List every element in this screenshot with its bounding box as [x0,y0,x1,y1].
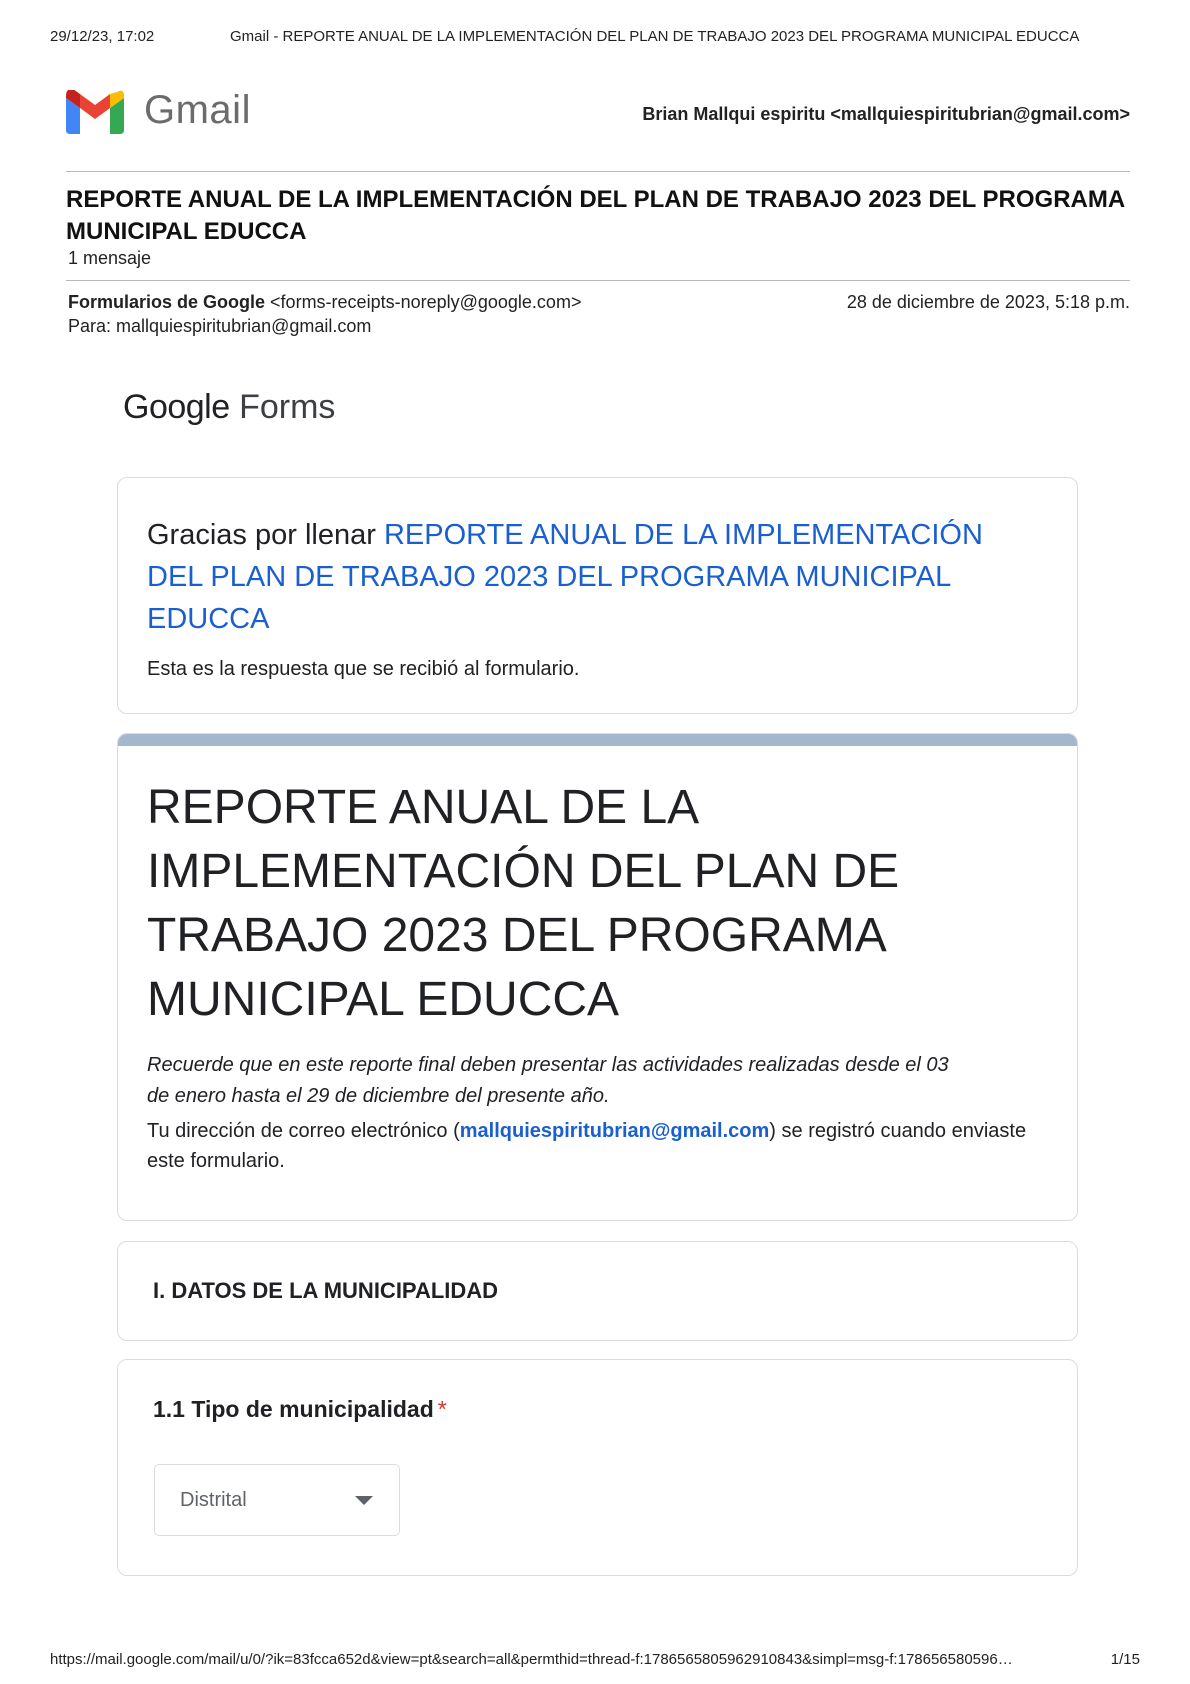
google-wordmark: Google [123,388,230,426]
account-label: Brian Mallqui espiritu <mallquiespiritubrian@gmail.com> [642,104,1130,124]
section-card [117,1241,1078,1341]
sender-name: Formularios de Google [68,292,266,312]
print-footer [50,1651,1140,1671]
email-note-suffix: ) se registró cuando enviaste este formulario. [147,1120,1027,1172]
response-note: Esta es la respuesta que se recibió al formulario. [147,658,580,680]
message-count: 1 mensaje [68,248,152,268]
gmail-logo [66,86,256,140]
thanks-card [117,477,1078,714]
required-mark: * [437,1396,447,1422]
form-link[interactable]: REPORTE ANUAL DE LA IMPLEMENTACIÓN DEL PLAN DE TRABAJO 2023 DEL PROGRAMA MUNICIPAL EDUCCA [147,519,983,635]
gmail-wordmark: Gmail [144,88,251,132]
message-sender [68,292,581,313]
google-forms-logo [123,388,335,427]
email-note-prefix: Tu dirección de correo electrónico ( [147,1120,460,1142]
thanks-prefix: Gracias por llenar [147,519,384,551]
question-label: 1.1 Tipo de municipalidad [153,1396,434,1422]
selected-value: Distrital [180,1489,247,1511]
page-number: 1/15 [1110,1651,1140,1668]
respondent-email: mallquiespiritubrian@gmail.com [459,1120,770,1142]
form-accent-bar [118,734,1077,746]
divider [66,171,1130,172]
message-recipient: Para: mallquiespiritubrian@gmail.com [68,316,372,336]
email-recorded-note [147,1116,1027,1176]
municipality-type-select[interactable] [154,1464,400,1536]
divider [66,280,1130,281]
forms-wordmark: Forms [239,388,336,426]
print-page-title: Gmail - REPORTE ANUAL DE LA IMPLEMENTACIÓN DEL PLAN DE TRABAJO 2023 DEL PROGRAMA MUNICIPAL EDUCCA [230,28,1080,45]
print-header [50,28,1140,48]
print-datetime: 29/12/23, 17:02 [50,28,155,45]
form-header-card [117,733,1078,1221]
question-card [117,1359,1078,1576]
form-title: REPORTE ANUAL DE LA IMPLEMENTACIÓN DEL PLAN DE TRABAJO 2023 DEL PROGRAMA MUNICIPAL EDUCCA [147,781,900,1026]
question-title [153,1396,447,1423]
message-date: 28 de diciembre de 2023, 5:18 p.m. [846,292,1130,312]
sender-email: <forms-receipts-noreply@google.com> [270,292,582,312]
form-description: Recuerde que en este reporte final deben presentar las actividades realizadas desde el 03 de enero hasta el 29 de diciembre del presente año. [147,1054,949,1107]
dropdown-arrow-icon [355,1496,373,1505]
print-url: https://mail.google.com/mail/u/0/?ik=83fcca652d&view=pt&search=all&permthid=thread-f:1786565805962910843&simpl=msg-f:178656580596… [50,1651,1013,1668]
thanks-text [147,514,1027,640]
gmail-m-icon [66,90,124,134]
section-title: I. DATOS DE LA MUNICIPALIDAD [153,1278,499,1303]
thread-subject: REPORTE ANUAL DE LA IMPLEMENTACIÓN DEL PLAN DE TRABAJO 2023 DEL PROGRAMA MUNICIPAL EDUCCA [66,186,1125,245]
